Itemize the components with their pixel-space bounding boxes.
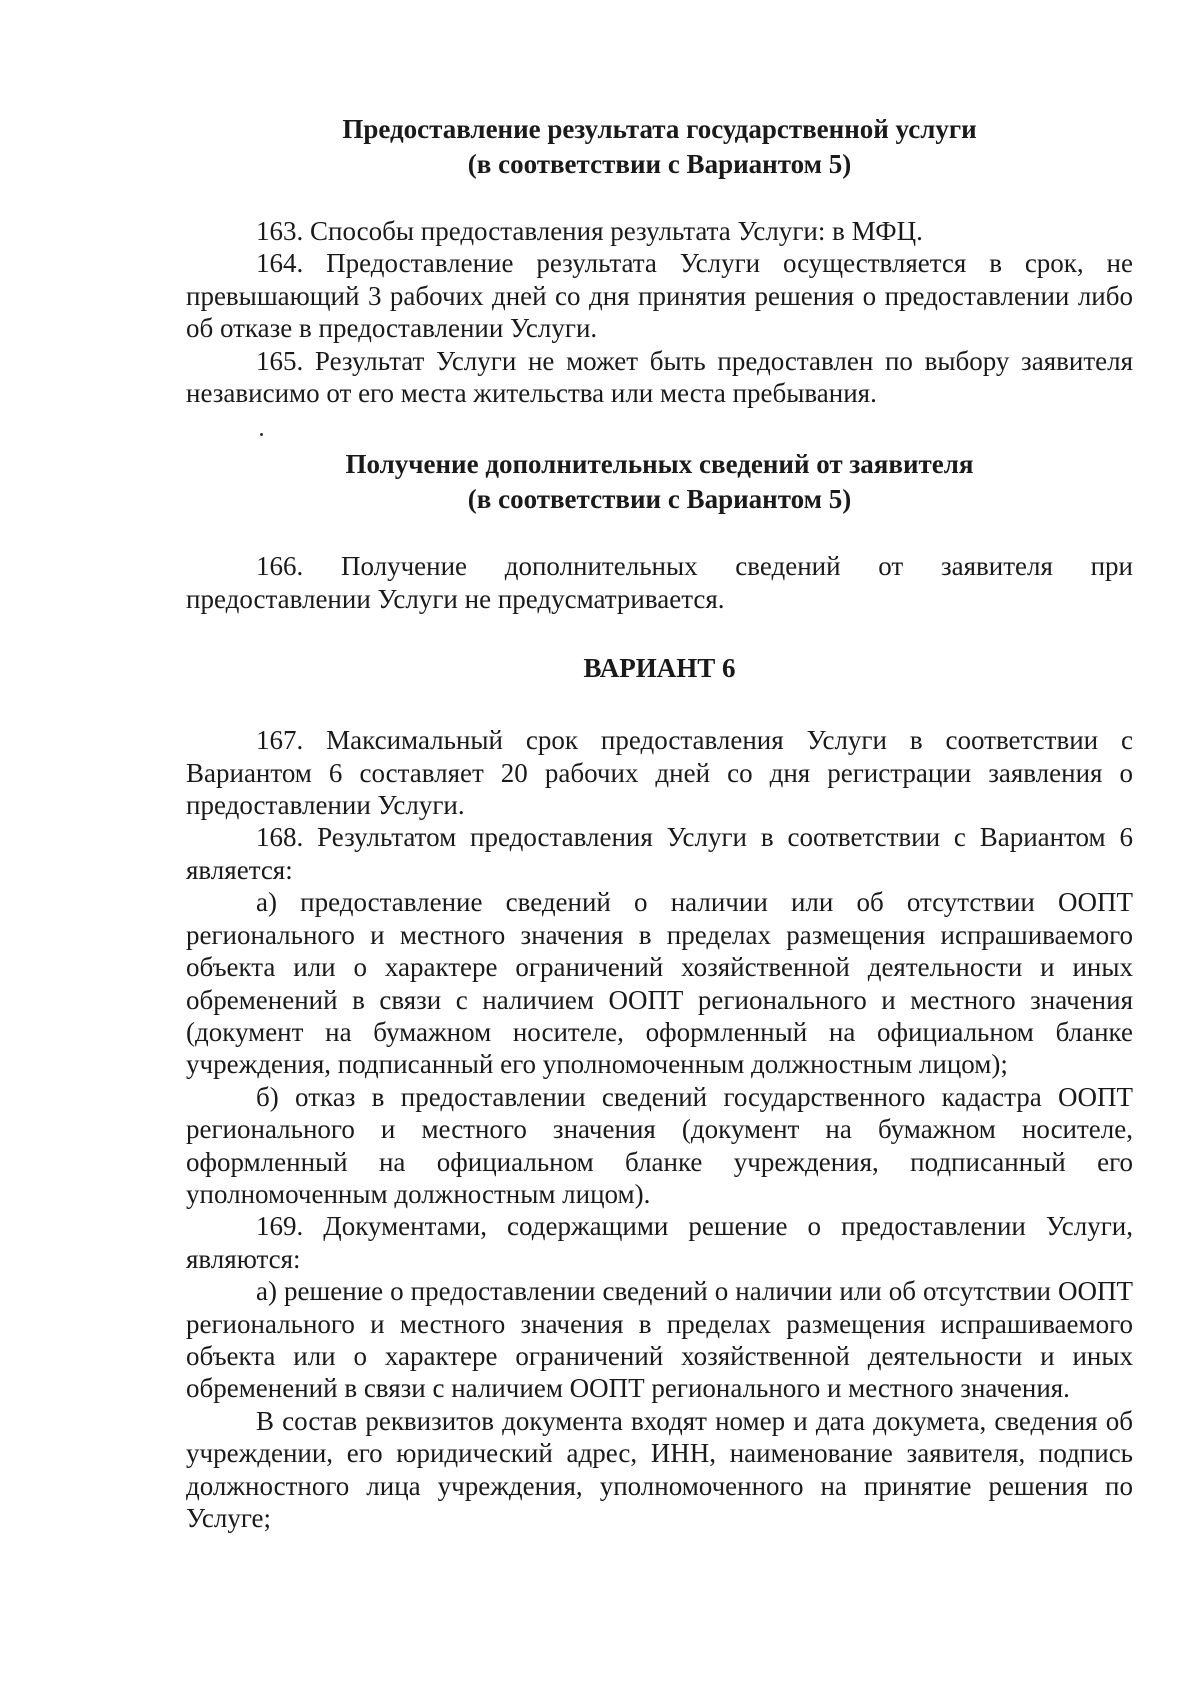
paragraph-168-a: а) предоставление сведений о наличии или об отсутствии ООПТ регионального и местного значения в пределах размещения испрашиваемого объекта или о характере ограничений хозяйственной деятельности и иных обременений в связи с наличием ООПТ регионального и местного значения (документ на бумажном носителе, оформленный на официальном бланке учреждения, подписанный его уполномоченным должностным лицом);: [186, 887, 1133, 1080]
paragraph-168: 168. Результатом предоставления Услуги в соответствии с Вариантом 6 является:: [186, 822, 1133, 885]
paragraph-163: 163. Способы предоставления результата Услуги: в МФЦ.: [256, 216, 923, 246]
paragraph-169-a: а) решение о предоставлении сведений о наличии или об отсутствии ООПТ регионального и местного значения в пределах размещения испрашиваемого объекта или о характере ограничений хозяйственной деятельности и иных обременений в связи с наличием ООПТ регионального и местного значения.: [186, 1276, 1133, 1404]
section-heading-line2: (в соответствии с Вариантом 5): [467, 149, 852, 179]
section-heading-line2: (в соответствии с Вариантом 5): [467, 484, 852, 515]
scan-speck: [260, 433, 263, 436]
paragraph-166: 166. Получение дополнительных сведений от заявителя при предоставлении Услуги не предусматривается.: [186, 551, 1133, 614]
paragraph-167: 167. Максимальный срок предоставления Услуги в соответствии с Вариантом 6 составляет 20 рабочих дней со дня регистрации заявления о предоставлении Услуги.: [186, 725, 1133, 821]
variant-title: ВАРИАНТ 6: [583, 653, 736, 684]
section-heading-line1: Получение дополнительных сведений от заявителя: [345, 449, 974, 480]
paragraph-168-b: б) отказ в предоставлении сведений государственного кадастра ООПТ регионального и местного значения (документ на бумажном носителе, оформленный на официальном бланке учреждения, подписанный его уполномоченным должностным лицом).: [186, 1081, 1133, 1209]
document-page: [186, 112, 1133, 1534]
section-heading-result-provision: [186, 112, 1133, 182]
paragraph-169: 169. Документами, содержащими решение о предоставлении Услуги, являются:: [186, 1211, 1133, 1274]
section-heading-additional-info: [186, 447, 1133, 517]
paragraph-169-requisites: В состав реквизитов документа входят номер и дата докумета, сведения об учреждении, его юридический адрес, ИНН, наименование заявителя, подпись должностного лица учреждения, уполномоченного на принятие решения по Услуге;: [186, 1405, 1133, 1533]
paragraph-164: 164. Предоставление результата Услуги осуществляется в срок, не превышающий 3 рабочих дней со дня принятия решения о предоставлении либо об отказе в предоставлении Услуги.: [186, 248, 1133, 344]
paragraph-165: 165. Результат Услуги не может быть предоставлен по выбору заявителя независимо от его места жительства или места пребывания.: [186, 345, 1133, 409]
section-heading-line1: Предоставление результата государственной услуги: [342, 114, 977, 144]
